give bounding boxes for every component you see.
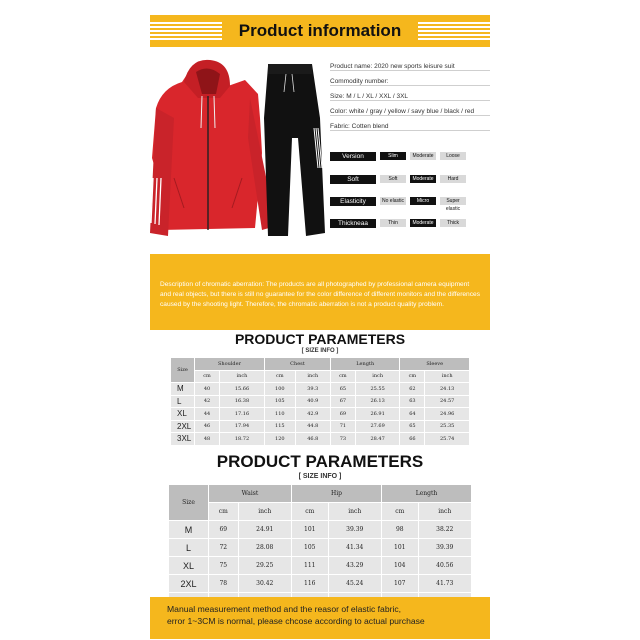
value-cell: 111 xyxy=(291,557,328,575)
size-cell: L xyxy=(169,539,209,557)
size-cell: M xyxy=(169,521,209,539)
attribute-row-thickness xyxy=(330,217,490,229)
size-cell: 2XL xyxy=(171,420,195,433)
attribute-option: Thick xyxy=(440,219,466,227)
attribute-option: Slim xyxy=(380,152,406,160)
value-cell: 29.25 xyxy=(238,557,291,575)
attribute-option: Soft xyxy=(380,175,406,183)
table-row xyxy=(169,521,472,539)
value-cell: 105 xyxy=(291,539,328,557)
value-cell: 24.96 xyxy=(425,408,470,421)
value-cell: 64 xyxy=(400,408,425,421)
value-cell: 26.13 xyxy=(355,395,400,408)
value-cell: 25.74 xyxy=(425,433,470,446)
size-cell: 2XL xyxy=(169,575,209,593)
group-header: Sleeve xyxy=(400,358,470,371)
value-cell: 69 xyxy=(209,521,239,539)
unit-header: inch xyxy=(238,503,291,521)
size-cell: XL xyxy=(169,557,209,575)
group-header: Length xyxy=(330,358,399,371)
size-header: Size xyxy=(171,358,195,383)
value-cell: 38.22 xyxy=(418,521,471,539)
unit-header: cm xyxy=(264,370,295,383)
attribute-option: Micro elastic xyxy=(410,197,436,205)
size-list: Size: M / L / XL / XXL / 3XL xyxy=(330,92,490,101)
value-cell: 28.47 xyxy=(355,433,400,446)
value-cell: 62 xyxy=(400,383,425,396)
value-cell: 30.42 xyxy=(238,575,291,593)
value-cell: 63 xyxy=(400,395,425,408)
value-cell: 65 xyxy=(400,420,425,433)
value-cell: 28.08 xyxy=(238,539,291,557)
size-cell: L xyxy=(171,395,195,408)
footer-text xyxy=(167,603,425,627)
value-cell: 40 xyxy=(195,383,220,396)
size-cell: 3XL xyxy=(171,433,195,446)
footer-band xyxy=(150,597,490,639)
value-cell: 42 xyxy=(195,395,220,408)
attribute-row-soft xyxy=(330,173,490,185)
group-header: Chest xyxy=(264,358,330,371)
value-cell: 48 xyxy=(195,433,220,446)
attribute-option: Super elastic xyxy=(440,197,466,205)
table2-size-chart xyxy=(168,484,472,611)
unit-header: cm xyxy=(209,503,239,521)
value-cell: 120 xyxy=(264,433,295,446)
value-cell: 98 xyxy=(381,521,418,539)
table1-title: PRODUCT PARAMETERS xyxy=(234,331,406,347)
value-cell: 27.69 xyxy=(355,420,400,433)
value-cell: 67 xyxy=(330,395,355,408)
unit-header: cm xyxy=(195,370,220,383)
group-header: Shoulder xyxy=(195,358,265,371)
value-cell: 41.34 xyxy=(328,539,381,557)
table1-size-chart xyxy=(170,357,470,446)
unit-header: cm xyxy=(330,370,355,383)
value-cell: 116 xyxy=(291,575,328,593)
value-cell: 44 xyxy=(195,408,220,421)
table-row xyxy=(171,420,470,433)
table1-subtitle: [ SIZE INFO ] xyxy=(301,348,339,354)
value-cell: 16.38 xyxy=(220,395,265,408)
table-row xyxy=(171,408,470,421)
value-cell: 25.35 xyxy=(425,420,470,433)
table-row xyxy=(171,395,470,408)
value-cell: 43.29 xyxy=(328,557,381,575)
group-header: Waist xyxy=(209,485,292,503)
value-cell: 17.16 xyxy=(220,408,265,421)
value-cell: 46 xyxy=(195,420,220,433)
group-header: Hip xyxy=(291,485,381,503)
value-cell: 40.9 xyxy=(295,395,330,408)
value-cell: 24.57 xyxy=(425,395,470,408)
unit-header: cm xyxy=(291,503,328,521)
value-cell: 41.73 xyxy=(418,575,471,593)
value-cell: 105 xyxy=(264,395,295,408)
value-cell: 46.8 xyxy=(295,433,330,446)
value-cell: 78 xyxy=(209,575,239,593)
size-header: Size xyxy=(169,485,209,521)
value-cell: 40.56 xyxy=(418,557,471,575)
value-cell: 25.55 xyxy=(355,383,400,396)
value-cell: 66 xyxy=(400,433,425,446)
header-title: Product information xyxy=(222,15,418,47)
disclaimer-text: Description of chromatic aberration: The products are all photographed by professional camera equipment and real objects, but there is still no guarantee for the color difference of different monitors and the differences caused by the shooting light. Therefore, the chromatic aberration is not a product quality problem. xyxy=(160,281,480,308)
commodity-number: Commodity number: xyxy=(330,77,490,86)
value-cell: 44.8 xyxy=(295,420,330,433)
unit-header: inch xyxy=(425,370,470,383)
value-cell: 101 xyxy=(381,539,418,557)
table-row xyxy=(169,539,472,557)
unit-header: inch xyxy=(295,370,330,383)
fabric: Fabric: Cotten blend xyxy=(330,122,490,131)
product-name: Product name: 2020 new sports leisure suit xyxy=(330,62,490,71)
unit-header: cm xyxy=(381,503,418,521)
footer-line: error 1~3CM is normal, please chcose according to actual purchase xyxy=(167,616,425,626)
attribute-row-version xyxy=(330,150,490,162)
table2-subtitle: [ SIZE INFO ] xyxy=(298,473,342,480)
table-row xyxy=(171,383,470,396)
color-list: Color: white / gray / yellow / savy blue / black / red xyxy=(330,107,490,116)
attribute-option: Moderate xyxy=(410,152,436,160)
attribute-name: Elasticity xyxy=(330,197,376,206)
unit-header: inch xyxy=(220,370,265,383)
footer-line: Manual measurement method and the reasor of elastic fabric, xyxy=(167,604,402,614)
group-header: Length xyxy=(381,485,471,503)
value-cell: 39.3 xyxy=(295,383,330,396)
attribute-row-elasticity xyxy=(330,195,490,212)
disclaimer-band xyxy=(150,254,490,330)
unit-header: cm xyxy=(400,370,425,383)
value-cell: 69 xyxy=(330,408,355,421)
attribute-option: No elastic xyxy=(380,197,406,205)
table-row xyxy=(169,557,472,575)
value-cell: 73 xyxy=(330,433,355,446)
size-cell: M xyxy=(171,383,195,396)
attribute-option: Hard xyxy=(440,175,466,183)
value-cell: 42.9 xyxy=(295,408,330,421)
attribute-name: Soft xyxy=(330,175,376,184)
value-cell: 110 xyxy=(264,408,295,421)
value-cell: 72 xyxy=(209,539,239,557)
value-cell: 24.91 xyxy=(238,521,291,539)
value-cell: 107 xyxy=(381,575,418,593)
attribute-option: Moderate xyxy=(410,175,436,183)
table-row xyxy=(169,575,472,593)
value-cell: 24.13 xyxy=(425,383,470,396)
value-cell: 75 xyxy=(209,557,239,575)
table-row xyxy=(171,433,470,446)
value-cell: 17.94 xyxy=(220,420,265,433)
value-cell: 26.91 xyxy=(355,408,400,421)
table2-title: PRODUCT PARAMETERS xyxy=(216,452,424,471)
value-cell: 101 xyxy=(291,521,328,539)
value-cell: 104 xyxy=(381,557,418,575)
size-cell: XL xyxy=(171,408,195,421)
attribute-name: Thickneaa xyxy=(330,219,376,228)
value-cell: 15.66 xyxy=(220,383,265,396)
value-cell: 100 xyxy=(264,383,295,396)
attribute-option: Moderate xyxy=(410,219,436,227)
value-cell: 39.39 xyxy=(418,539,471,557)
unit-header: inch xyxy=(418,503,471,521)
attribute-name: Version xyxy=(330,152,376,161)
header-banner xyxy=(150,15,490,47)
tracksuit-illustration xyxy=(150,58,325,243)
product-image xyxy=(150,58,325,243)
value-cell: 65 xyxy=(330,383,355,396)
product-info xyxy=(330,62,490,137)
value-cell: 71 xyxy=(330,420,355,433)
unit-header: inch xyxy=(328,503,381,521)
value-cell: 45.24 xyxy=(328,575,381,593)
value-cell: 18.72 xyxy=(220,433,265,446)
unit-header: inch xyxy=(355,370,400,383)
value-cell: 39.39 xyxy=(328,521,381,539)
attribute-option: Loose xyxy=(440,152,466,160)
value-cell: 115 xyxy=(264,420,295,433)
attribute-option: Thin xyxy=(380,219,406,227)
